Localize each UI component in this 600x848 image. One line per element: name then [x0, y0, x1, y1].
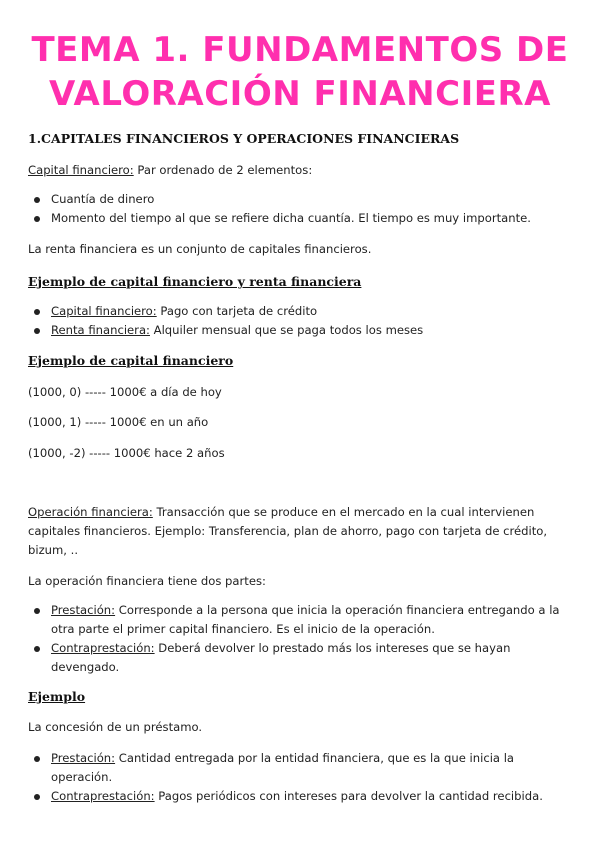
list-item-text: Momento del tiempo al que se refiere dicha cuantía. El tiempo es muy importante. [51, 211, 531, 225]
list-item-text: Cuantía de dinero [51, 192, 155, 206]
list-item [34, 209, 572, 228]
example-3-paragraph: La concesión de un préstamo. [28, 720, 203, 734]
page-title-line-2: VALORACIÓN FINANCIERA [49, 74, 551, 114]
list-item-text [51, 321, 572, 340]
capital-label: Capital financiero: [28, 163, 134, 177]
list-item [34, 190, 572, 209]
list-item-text [51, 601, 572, 639]
list-item-text [51, 749, 572, 787]
bullet-icon [34, 646, 40, 652]
item-label: Prestación: [51, 603, 116, 617]
item-text: Pago con tarjeta de crédito [156, 304, 318, 318]
page-title-line-1: TEMA 1. FUNDAMENTOS DE [31, 30, 569, 70]
example-line: (1000, -2) ----- 1000€ hace 2 años [28, 446, 225, 460]
bullet-icon [34, 608, 40, 614]
section-heading: 1.CAPITALES FINANCIEROS Y OPERACIONES FINANCIERAS [28, 131, 460, 146]
item-label: Renta financiera: [51, 323, 150, 337]
item-text: Cantidad entregada por la entidad financiera, que es la que inicia la operación. [51, 751, 515, 784]
item-label: Contraprestación: [51, 789, 155, 803]
list-item-text [51, 302, 572, 321]
bullet-icon [34, 197, 40, 203]
bullet-icon [34, 794, 40, 800]
bullet-icon [34, 756, 40, 762]
capital-text: Par ordenado de 2 elementos: [133, 163, 313, 177]
item-text: Alquiler mensual que se paga todos los meses [149, 323, 424, 337]
renta-paragraph: La renta financiera es un conjunto de capitales financieros. [28, 242, 372, 256]
operacion-definition [28, 503, 573, 560]
item-text: Deberá devolver lo prestado más los intereses que se hayan devengado. [51, 641, 511, 674]
list-item [34, 749, 572, 787]
item-text: Corresponde a la persona que inicia la operación financiera entregando a la otra parte el primer capital financiero. Es el inicio de la operación. [51, 603, 560, 636]
capital-definition [28, 161, 573, 180]
item-text: Pagos periódicos con intereses para devolver la cantidad recibida. [154, 789, 543, 803]
example-line: (1000, 1) ----- 1000€ en un año [28, 415, 209, 429]
list-item [34, 601, 572, 639]
example-line: (1000, 0) ----- 1000€ a día de hoy [28, 385, 222, 399]
bullet-icon [34, 216, 40, 222]
example-2-heading: Ejemplo de capital financiero [28, 353, 234, 368]
list-item [34, 787, 572, 806]
bullet-icon [34, 328, 40, 334]
bullet-icon [34, 309, 40, 315]
operacion-text: Transacción que se produce en el mercado en la cual intervienen capitales financieros. Ejemplo: Transferencia, plan de ahorro, pago con tarjeta de crédito, bizum, .. [28, 505, 548, 557]
list-item-text [51, 787, 572, 806]
example-1-heading: Ejemplo de capital financiero y renta financiera [28, 274, 362, 289]
list-item [34, 639, 572, 677]
item-label: Capital financiero: [51, 304, 157, 318]
example-3-heading: Ejemplo [28, 689, 86, 704]
list-item-text [51, 639, 572, 677]
item-label: Contraprestación: [51, 641, 155, 655]
list-item [34, 321, 572, 340]
partes-paragraph: La operación financiera tiene dos partes: [28, 574, 266, 588]
list-item [34, 302, 572, 321]
operacion-label: Operación financiera: [28, 505, 153, 519]
item-label: Prestación: [51, 751, 116, 765]
